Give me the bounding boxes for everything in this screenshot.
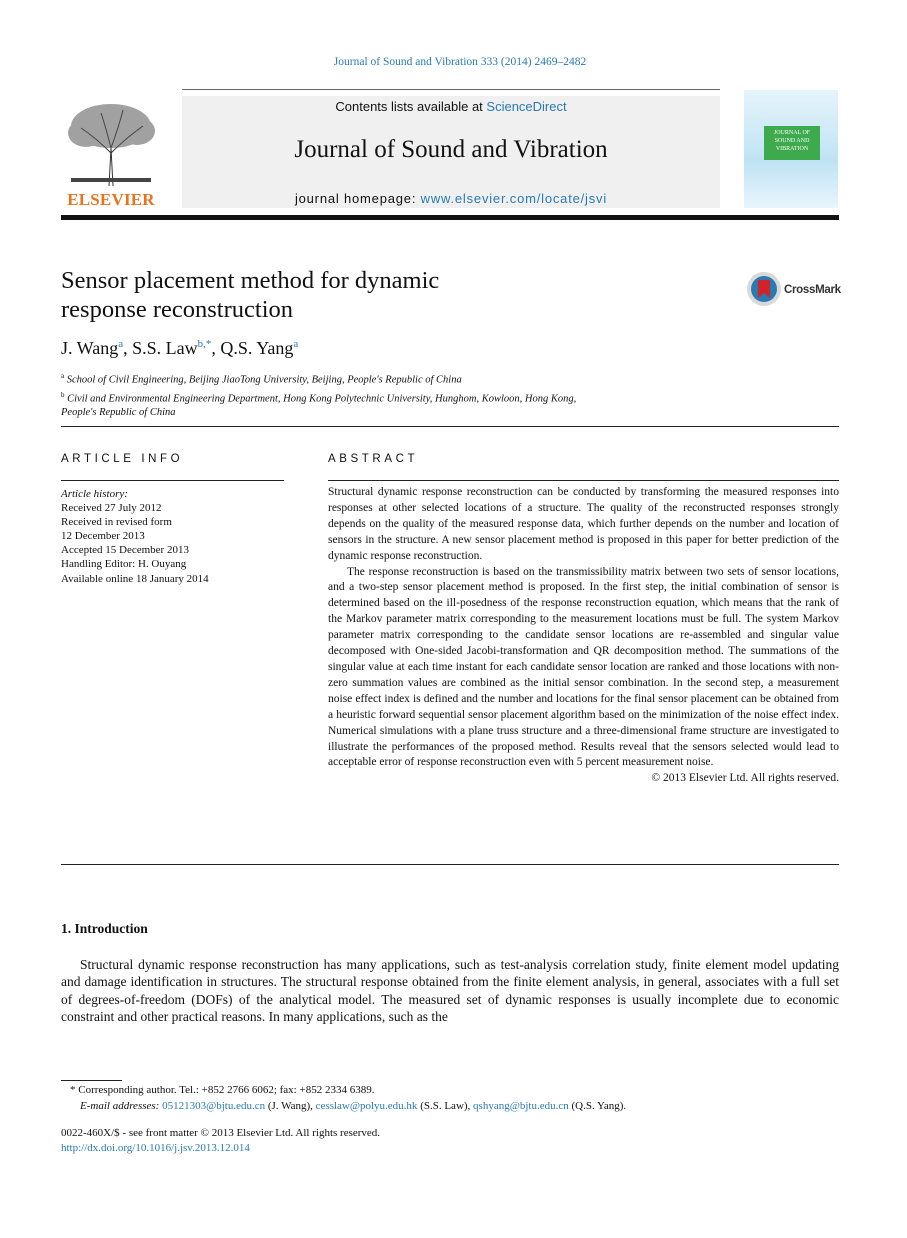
- contents-prefix: Contents lists available at: [335, 99, 487, 114]
- title-line-2: response reconstruction: [61, 296, 293, 323]
- journal-banner: [182, 96, 720, 208]
- divider: [328, 480, 839, 481]
- crossmark-icon: [746, 271, 782, 307]
- author-separator: ,: [211, 338, 221, 358]
- homepage-prefix: journal homepage:: [294, 191, 421, 206]
- elsevier-logo: [61, 98, 161, 210]
- abstract-paragraph: The response reconstruction is based on the transmissibility matrix between two sets of sensor locations, and a two-step sensor placement method is proposed. In the first step, the initial combination of sensor is determined based on the ill-posedness of the response reconstruction equation, which means that the rank of the Markov parameter matrix corresponding to the measurement locations must be full. The system Markov parameter matrix corresponding to the candidate sensor locations are re-assembled and singular value decomposed with One-sided Jacobi-transformation and QR decomposition method. The summations of the singular value at each time instant for each candidate sensor location are ranked and those locations with non-zero summation values are combined as the initial sensor combination. In the second step, a measurement noise effect index is defined and the number and locations for the final sensor placement can be obtained from a heuristic forward sequential sensor placement algorithm based on the minimization of the noise effect index. Numerical simulations with a plane truss structure and a three-dimensional frame structure are investigated to illustrate the performances of the proposed method. Results reveal that the sensors selected would lead to acceptable error of response reconstruction even with 5 percent measurement noise.: [328, 565, 839, 769]
- affiliations: [61, 369, 701, 420]
- issn-line: 0022-460X/$ - see front matter © 2013 Elsevier Ltd. All rights reserved.: [61, 1127, 381, 1139]
- affiliation-mark: a: [61, 372, 65, 380]
- email-owner: (S.S. Law),: [417, 1100, 474, 1112]
- article-history: [61, 487, 291, 586]
- history-label: Article history:: [61, 488, 128, 500]
- section-heading: 1. Introduction: [61, 921, 148, 936]
- email-owner: (J. Wang),: [265, 1100, 316, 1112]
- author-name: S.S. Law: [132, 338, 198, 358]
- affiliation-text-cont: People's Republic of China: [61, 407, 176, 418]
- email-link[interactable]: 05121303@bjtu.edu.cn: [162, 1100, 266, 1112]
- corresponding-author-note: * Corresponding author. Tel.: +852 2766 6062; fax: +852 2334 6389.: [70, 1084, 375, 1096]
- divider: [61, 480, 284, 481]
- author-affil-mark[interactable]: a: [118, 338, 124, 350]
- history-item: Received 27 July 2012: [61, 502, 162, 515]
- doi-link[interactable]: http://dx.doi.org/10.1016/j.jsv.2013.12.014: [61, 1142, 250, 1154]
- email-owner: (Q.S. Yang).: [568, 1100, 627, 1112]
- header-rule: [61, 215, 839, 220]
- title-line-1: Sensor placement method for dynamic: [61, 267, 440, 294]
- homepage-link[interactable]: www.elsevier.com/locate/jsvi: [420, 191, 608, 206]
- history-item: 12 December 2013: [61, 530, 145, 543]
- divider: [61, 864, 839, 865]
- article-info-heading: ARTICLE INFO: [61, 453, 184, 465]
- journal-cover-thumbnail: [744, 90, 838, 208]
- history-item: Accepted 15 December 2013: [61, 544, 189, 557]
- affiliation-mark: b: [61, 390, 65, 399]
- journal-citation[interactable]: Journal of Sound and Vibration 333 (2014) 2469–2482: [333, 56, 587, 68]
- article-title: [61, 266, 621, 324]
- abstract-body: [328, 485, 839, 787]
- affiliation-b: [61, 388, 701, 421]
- email-link[interactable]: cesslaw@polyu.edu.hk: [315, 1100, 418, 1112]
- cover-title-box: JOURNAL OF SOUND AND VIBRATION: [764, 126, 820, 160]
- author-name: Q.S. Yang: [220, 338, 294, 358]
- homepage-line: [182, 191, 720, 206]
- history-item: Handling Editor: H. Ouyang: [61, 558, 187, 571]
- tree-icon: [61, 98, 161, 188]
- abstract-paragraph: Structural dynamic response reconstruction can be conducted by transforming the measured responses into responses at other selected locations of a structure. The quality of the reconstructed responses strongly depends on the quality of the measured response data, which further depends on the number and location of sensors in the structure. A new sensor placement method is proposed in this paper for better prediction of the dynamic response reconstruction.: [328, 486, 839, 562]
- author-affil-mark[interactable]: a: [293, 338, 299, 350]
- contents-line: [182, 99, 720, 114]
- abstract-heading: ABSTRACT: [328, 453, 419, 465]
- intro-paragraph: Structural dynamic response reconstruction has many applications, such as test-analysis correlation study, finite element model updating and damage identification in structures. The structural response obtained from the finite element analysis, in general, associates with a full set of degrees-of-freedom (DOFs) of the analytical model. The measured set of dynamic responses is usually incomplete due to economic constraint and other practical reasons. In many applications, such as the: [61, 957, 839, 1025]
- affiliation-a: [61, 369, 701, 388]
- affiliation-text: Civil and Environmental Engineering Department, Hong Kong Polytechnic University, Hunghom, Kowloon, Hong Kong,: [67, 393, 577, 404]
- author-separator: ,: [123, 338, 133, 358]
- author-list: [61, 338, 298, 359]
- affiliation-text: School of Civil Engineering, Beijing JiaoTong University, Beijing, People's Republic of China: [66, 374, 462, 386]
- history-item: Available online 18 January 2014: [61, 572, 209, 585]
- email-label: E-mail addresses:: [80, 1100, 160, 1112]
- author-affil-mark[interactable]: b,*: [197, 338, 212, 350]
- email-link[interactable]: qshyang@bjtu.edu.cn: [473, 1100, 569, 1112]
- divider: [61, 426, 839, 427]
- email-addresses: [80, 1100, 626, 1112]
- crossmark-label: CrossMark: [784, 284, 841, 296]
- copyright-line: © 2013 Elsevier Ltd. All rights reserved.: [651, 772, 839, 785]
- journal-title: Journal of Sound and Vibration: [294, 136, 608, 163]
- crossmark-badge[interactable]: [746, 271, 846, 307]
- footnote-rule: [61, 1080, 122, 1081]
- elsevier-wordmark: ELSEVIER: [67, 190, 155, 209]
- sciencedirect-link[interactable]: ScienceDirect: [486, 99, 567, 114]
- history-item: Received in revised form: [61, 516, 172, 529]
- banner-top-rule: [182, 89, 720, 90]
- author-name: J. Wang: [61, 338, 119, 358]
